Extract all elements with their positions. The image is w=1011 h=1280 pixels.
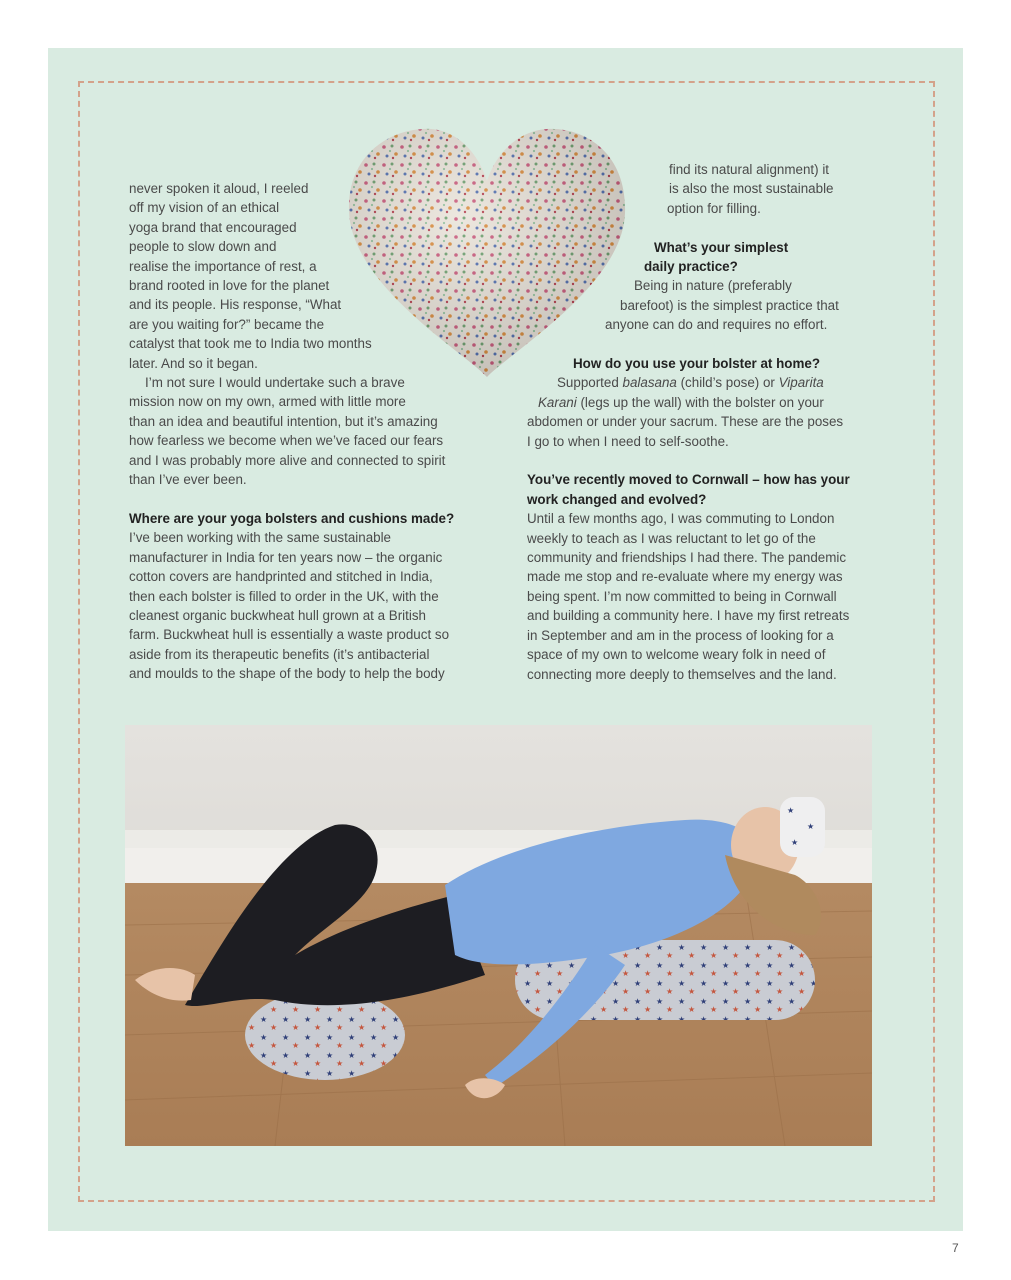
text-line: Supported balasana (child’s pose) or Viparita [557,375,824,391]
text-line: community and friendships I had there. The pandemic [527,550,847,566]
question-heading: How do you use your bolster at home? [573,356,821,372]
page-number: 7 [952,1241,959,1255]
text-line: Karani (legs up the wall) with the bolster on your [538,394,824,410]
question-heading: What’s your simplest [654,239,789,255]
question-heading: daily practice? [644,259,738,275]
text-line: then each bolster is filled to order in the UK, with the [129,588,439,604]
text-line: abdomen or under your sacrum. These are the poses [527,414,844,430]
text-line: I go to when I need to self-soothe. [527,433,729,449]
text-line: are you waiting for?” became the [129,316,325,332]
question-heading: work changed and evolved? [527,491,707,507]
text-line: aside from its therapeutic benefits (it’s antibacterial [129,646,430,662]
text-line: later. And so it began. [129,355,258,371]
text-line: never spoken it aloud, I reeled [129,181,309,196]
text-line: find its natural alignment) it [669,162,830,177]
text-line: cleanest organic buckwheat hull grown at a British [129,607,426,623]
svg-text:★: ★ [807,822,815,831]
text-line: option for filling. [667,200,761,216]
text-line: farm. Buckwheat hull is essentially a waste product so [129,627,450,643]
text-line: mission now on my own, armed with little more [129,394,406,410]
text-line: and building a community here. I have my first retreats [527,608,850,624]
text-line: people to slow down and [129,239,277,255]
text-line: yoga brand that encouraged [129,219,297,235]
text-line: than an idea and beautiful intention, but it’s amazing [129,413,438,429]
text-line: Being in nature (preferably [634,278,792,294]
text-line: made me stop and re-evaluate where my energy was [527,569,843,585]
text-line: anyone can do and requires no effort. [605,317,828,333]
text-line: and moulds to the shape of the body to help the body [129,666,445,682]
text-line: and its people. His response, “What [129,297,342,313]
text-line: realise the importance of rest, a [129,258,317,274]
svg-text:★: ★ [791,838,799,847]
text-line: Until a few months ago, I was commuting to London [527,511,835,527]
text-line: I’ve been working with the same sustainable [129,530,392,546]
text-line: weekly to teach as I was reluctant to let go of the [527,530,816,546]
text-line: I’m not sure I would undertake such a brave [145,375,405,391]
text-line: brand rooted in love for the planet [129,278,330,294]
text-line: than I’ve ever been. [129,472,247,488]
text-line: barefoot) is the simplest practice that [620,297,839,313]
text-line: in September and am in the process of looking for a [527,627,834,643]
text-line: off my vision of an ethical [129,200,280,216]
text-line: and I was probably more alive and connected to spirit [129,452,446,468]
question-heading: You’ve recently moved to Cornwall – how has your [527,472,850,488]
text-line: is also the most sustainable [669,181,834,197]
text-line: manufacturer in India for ten years now – the organic [129,549,443,565]
yoga-bolster-photo [125,725,872,1146]
question-heading: Where are your yoga bolsters and cushions made? [129,510,455,526]
text-line: how fearless we become when we’ve faced our fears [129,433,444,449]
text-line: space of my own to welcome weary folk in need of [527,647,826,663]
left-column [129,179,469,684]
svg-text:★: ★ [787,806,795,815]
text-line: being spent. I’m now committed to being in Cornwall [527,588,837,604]
text-line: catalyst that took me to India two months [129,336,372,352]
text-line: connecting more deeply to themselves and the land. [527,666,837,682]
text-line: cotton covers are handprinted and stitched in India, [129,569,433,585]
right-column [527,160,867,684]
